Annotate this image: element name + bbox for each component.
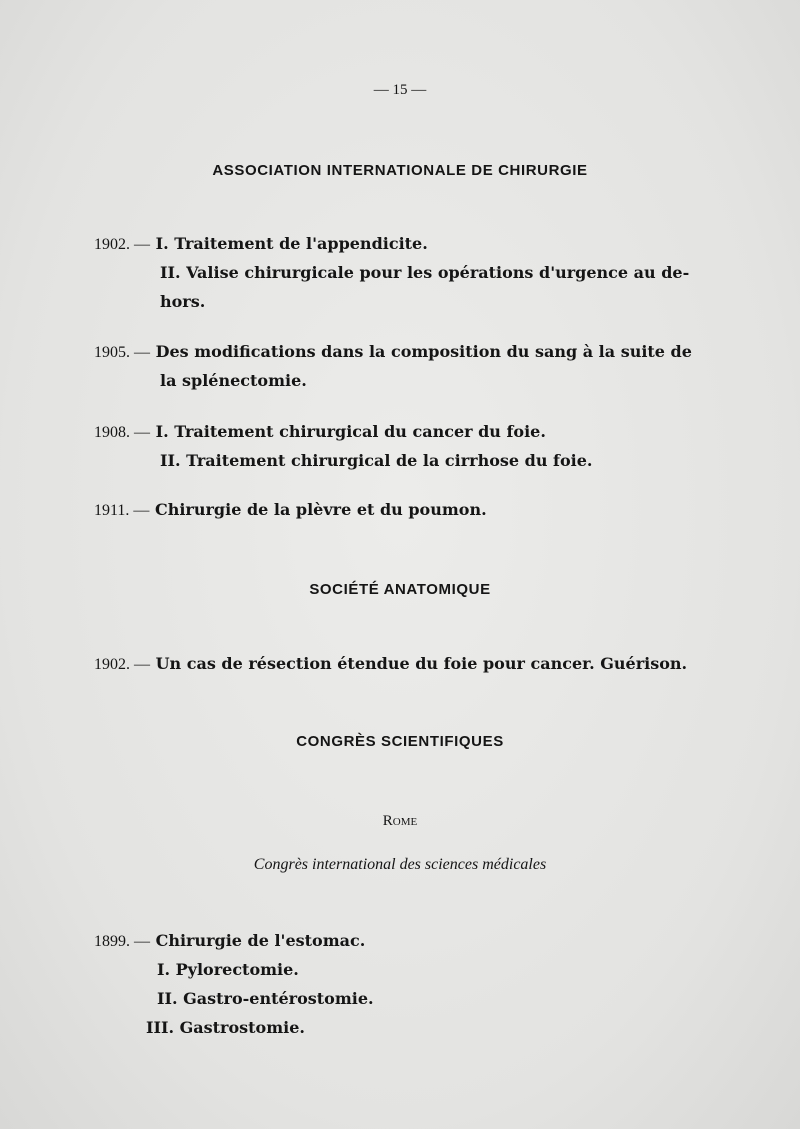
entry-line [94,342,692,362]
city-heading: Rome [382,813,418,829]
entry-line [94,931,365,951]
section-title-congres: CONGRÈS SCIENTIFIQUES [296,733,504,750]
entry-line [94,654,687,674]
section-title-association: ASSOCIATION INTERNATIONALE DE CHIRURGIE [212,162,588,179]
entry-text: Chirurgie de la plèvre et du poumon. [154,500,487,519]
entry-year: 1911. — [94,502,150,519]
page-number: — 15 — [373,82,427,98]
entry-year: 1902. — [94,236,150,253]
entry-line: la splénectomie. [160,371,307,390]
entry-line: I. Pylorectomie. [157,960,299,979]
entry-year: 1905. — [94,344,150,361]
section-title-societe: SOCIÉTÉ ANATOMIQUE [309,581,491,598]
entry-line [94,234,428,254]
entry-year: 1899. — [94,933,150,950]
entry-text: I. Traitement de l'appendicite. [155,234,428,253]
entry-text: Des modifications dans la composition du sang à la suite de [155,342,692,361]
entry-line: III. Gastrostomie. [146,1018,305,1037]
entry-line: II. Valise chirurgicale pour les opérations d'urgence au de- [160,263,690,282]
entry-year: 1902. — [94,656,150,673]
entry-line: hors. [160,292,206,311]
congress-name: Congrès international des sciences médicales [253,856,547,873]
entry-text: Chirurgie de l'estomac. [155,931,366,950]
entry-text: Un cas de résection étendue du foie pour cancer. Guérison. [155,654,688,673]
entry-line [94,500,487,520]
entry-year: 1908. — [94,424,150,441]
entry-line [94,422,546,442]
entry-line: II. Gastro-entérostomie. [157,989,374,1008]
entry-line: II. Traitement chirurgical de la cirrhose du foie. [160,451,593,470]
entry-text: I. Traitement chirurgical du cancer du foie. [155,422,546,441]
